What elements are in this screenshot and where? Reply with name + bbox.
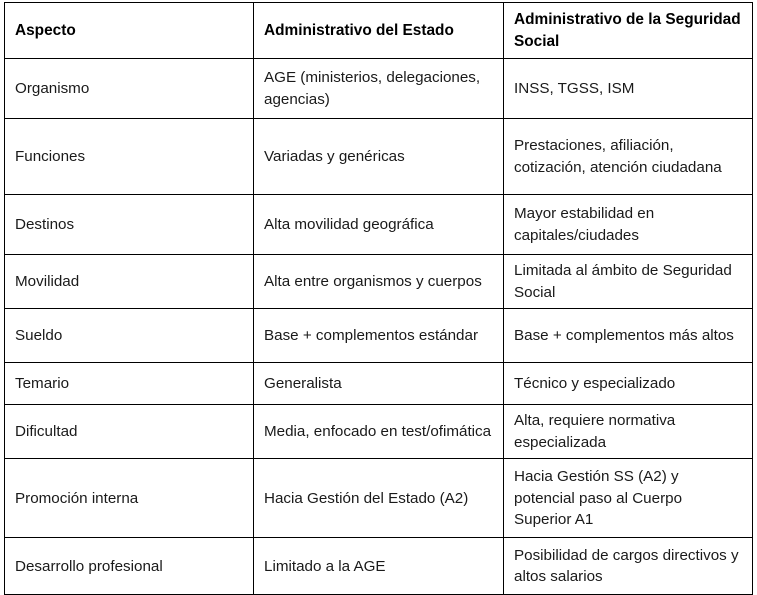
cell-seguridad-social: Limitada al ámbito de Seguridad Social xyxy=(504,255,753,309)
cell-aspect: Temario xyxy=(5,363,254,405)
cell-estado: Limitado a la AGE xyxy=(254,538,504,595)
table-row xyxy=(5,59,753,119)
cell-aspect: Destinos xyxy=(5,195,254,255)
cell-seguridad-social: Prestaciones, afiliación, cotización, atención ciudadana xyxy=(504,119,753,195)
cell-seguridad-social: Hacia Gestión SS (A2) y potencial paso al Cuerpo Superior A1 xyxy=(504,459,753,538)
cell-aspect: Organismo xyxy=(5,59,254,119)
cell-estado: Media, enfocado en test/ofimática xyxy=(254,405,504,459)
cell-estado: AGE (ministerios, delegaciones, agencias) xyxy=(254,59,504,119)
cell-seguridad-social: Posibilidad de cargos directivos y altos salarios xyxy=(504,538,753,595)
cell-estado: Alta movilidad geográfica xyxy=(254,195,504,255)
table-row xyxy=(5,195,753,255)
cell-seguridad-social: INSS, TGSS, ISM xyxy=(504,59,753,119)
column-header-administrativo-seguridad-social: Administrativo de la Seguridad Social xyxy=(504,3,753,59)
table-row xyxy=(5,255,753,309)
table-row xyxy=(5,405,753,459)
cell-seguridad-social: Base + complementos más altos xyxy=(504,309,753,363)
cell-estado: Base + complementos estándar xyxy=(254,309,504,363)
cell-aspect: Promoción interna xyxy=(5,459,254,538)
cell-seguridad-social: Alta, requiere normativa especializada xyxy=(504,405,753,459)
table-row xyxy=(5,538,753,595)
cell-seguridad-social: Mayor estabilidad en capitales/ciudades xyxy=(504,195,753,255)
comparison-table-container xyxy=(4,2,752,595)
cell-aspect: Movilidad xyxy=(5,255,254,309)
table-header-row xyxy=(5,3,753,59)
cell-estado: Generalista xyxy=(254,363,504,405)
table-header xyxy=(5,3,753,59)
column-header-aspect: Aspecto xyxy=(5,3,254,59)
table-body xyxy=(5,59,753,595)
table-row xyxy=(5,119,753,195)
comparison-table xyxy=(4,2,753,595)
cell-seguridad-social: Técnico y especializado xyxy=(504,363,753,405)
table-row xyxy=(5,459,753,538)
table-row xyxy=(5,309,753,363)
table-row xyxy=(5,363,753,405)
cell-estado: Hacia Gestión del Estado (A2) xyxy=(254,459,504,538)
cell-aspect: Desarrollo profesional xyxy=(5,538,254,595)
column-header-administrativo-estado: Administrativo del Estado xyxy=(254,3,504,59)
cell-aspect: Sueldo xyxy=(5,309,254,363)
cell-estado: Alta entre organismos y cuerpos xyxy=(254,255,504,309)
cell-aspect: Funciones xyxy=(5,119,254,195)
cell-estado: Variadas y genéricas xyxy=(254,119,504,195)
cell-aspect: Dificultad xyxy=(5,405,254,459)
